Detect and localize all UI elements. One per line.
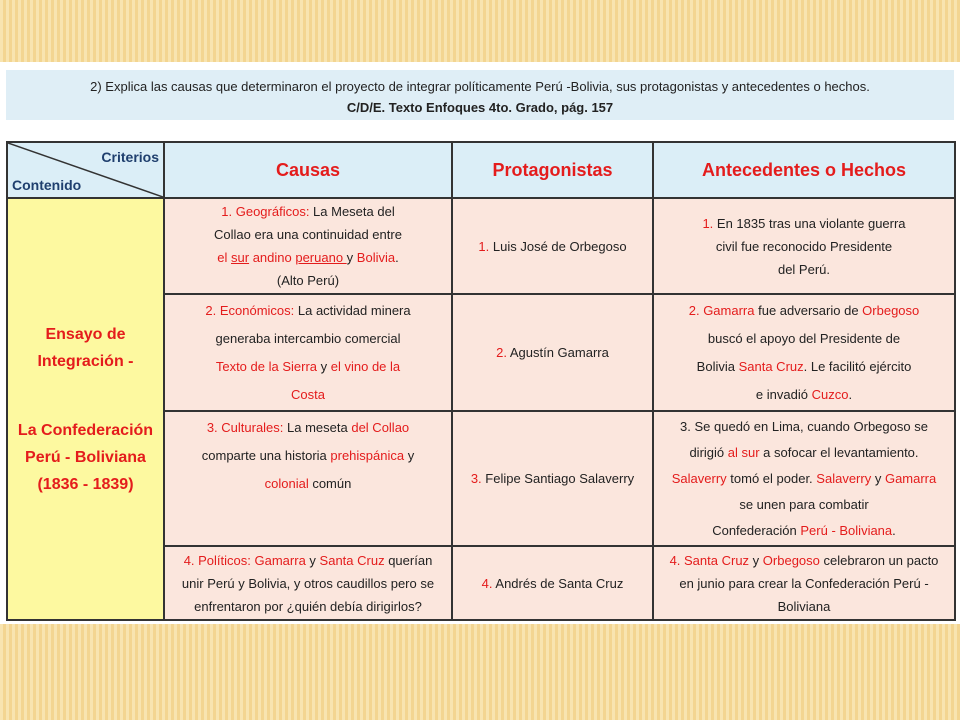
hecho-text: e invadió (755, 386, 812, 402)
hecho-cell-1 (653, 198, 955, 294)
causa-highlight: Santa Cruz (319, 552, 385, 568)
protagonista-name: Luis José de Orbegoso (489, 238, 627, 254)
hecho-number: 1. (702, 215, 714, 231)
causa-cell-4 (164, 546, 452, 620)
causa-text: Collao era una continuidad entre (214, 227, 402, 242)
causa-text: La Meseta del (309, 204, 395, 219)
hecho-highlight: 2. Gamarra (688, 302, 755, 318)
hecho-cell-3 (653, 411, 955, 546)
hecho-cell-4 (653, 546, 955, 620)
protagonista-name: Agustín Gamarra (506, 345, 609, 360)
content-line: (1836 - 1839) (37, 475, 134, 493)
content-cell (7, 198, 164, 620)
causa-highlight: prehispánica (330, 448, 405, 463)
causa-text: común (308, 476, 352, 491)
hecho-text: y (749, 552, 763, 568)
question-source: C/D/E. Texto Enfoques 4to. Grado, pág. 157 (346, 100, 614, 115)
causa-text: y (404, 448, 415, 463)
hecho-text: del Perú. (777, 261, 831, 277)
causa-highlight: Gamarra (254, 552, 306, 568)
hecho-highlight: Orbegoso (862, 302, 920, 318)
causa-text: enfrentaron por ¿quién debía dirigirlos? (194, 598, 422, 614)
hecho-text: Boliviana (777, 598, 831, 614)
table-header-row (7, 142, 955, 198)
hecho-text: en junio para crear la Confederación Perú - (679, 575, 929, 591)
hecho-highlight: Gamarra (884, 470, 937, 486)
causa-label: 2. Económicos: (205, 302, 295, 318)
causa-text: y (346, 250, 357, 265)
hecho-highlight: Salaverry (816, 470, 872, 486)
causa-cell-2 (164, 294, 452, 411)
hecho-text: . (848, 386, 853, 402)
hecho-text: dirigió (689, 444, 728, 460)
hecho-highlight: Perú - Boliviana (800, 522, 893, 538)
content-line: Integración - (37, 352, 134, 370)
content-line: Ensayo de (45, 325, 126, 343)
question-text: 2) Explica las causas que determinaron el proyecto de integrar políticamente Perú -Bolivia, sus protagonistas y antecedentes o hechos. (90, 79, 870, 94)
causa-text: La meseta (283, 420, 352, 435)
causa-text: unir Perú y Bolivia, y otros caudillos pero se (181, 575, 435, 591)
header-antecedentes: Antecedentes o Hechos (653, 142, 955, 198)
protagonista-number: 2. (496, 345, 507, 360)
hecho-highlight: Salaverry (671, 470, 727, 486)
causa-underlined: peruano (295, 250, 347, 265)
corner-header-cell (7, 142, 164, 198)
contenido-label: Contenido (12, 177, 82, 193)
hecho-text: En 1835 tras una violante guerra (713, 215, 906, 231)
hecho-text: civil fue reconocido Presidente (715, 238, 893, 254)
causa-highlight: colonial (264, 476, 309, 491)
causa-text: generaba intercambio comercial (215, 330, 401, 346)
causa-label: 1. Geográficos: (221, 204, 310, 219)
question-box (6, 70, 954, 120)
hecho-highlight: al sur (727, 444, 760, 460)
hecho-cell-2 (653, 294, 955, 411)
causa-text: La actividad minera (294, 302, 411, 318)
protagonista-cell-1 (452, 198, 653, 294)
decorative-bottom-band (0, 624, 960, 720)
causa-highlight: andino (249, 250, 296, 265)
causa-cell-3 (164, 411, 452, 546)
causa-highlight: Bolivia (356, 250, 396, 265)
hecho-text: y (871, 470, 885, 486)
causa-text: comparte una historia (201, 448, 331, 463)
table-row (7, 198, 955, 294)
causa-text: y (317, 358, 331, 374)
causa-text: y (305, 552, 320, 568)
header-causas: Causas (164, 142, 452, 198)
hecho-highlight: Orbegoso (762, 552, 820, 568)
content-line: La Confederación (17, 421, 154, 439)
hecho-text: . Le facilitó ejército (803, 358, 912, 374)
hecho-highlight: Santa Cruz (738, 358, 804, 374)
causa-text: (Alto Perú) (276, 273, 340, 288)
causa-label: 4. Políticos: (183, 552, 251, 568)
causa-highlight: Costa (291, 386, 325, 402)
content-line: Perú - Boliviana (25, 448, 146, 466)
protagonista-cell-4 (452, 546, 653, 620)
causa-highlight: el (217, 250, 232, 265)
criterios-label: Criterios (101, 149, 159, 165)
protagonista-cell-3 (452, 411, 653, 546)
hecho-text: a sofocar el levantamiento. (759, 444, 919, 460)
hecho-text: tomó el poder. (726, 470, 817, 486)
hecho-text: se unen para combatir (739, 496, 869, 512)
hecho-text: buscó el apoyo del Presidente de (707, 330, 901, 346)
hecho-text: Bolivia (696, 358, 739, 374)
causa-cell-1 (164, 198, 452, 294)
causa-label: 3. Culturales: (206, 420, 284, 435)
protagonista-number: 3. (470, 471, 482, 486)
causa-highlight: Texto de la Sierra (215, 358, 318, 374)
causa-highlight: del Collao (351, 420, 410, 435)
hecho-highlight: Cuzco (811, 386, 849, 402)
protagonista-name: Felipe Santiago Salaverry (481, 471, 635, 486)
hecho-highlight: 4. Santa Cruz (669, 552, 750, 568)
hecho-text: Confederación (712, 522, 801, 538)
hecho-text: 3. Se quedó en Lima, cuando Orbegoso se (680, 418, 928, 434)
comparison-table (6, 141, 956, 621)
header-protagonistas: Protagonistas (452, 142, 653, 198)
causa-text: querían (384, 552, 433, 568)
protagonista-name: Andrés de Santa Cruz (492, 575, 624, 591)
hecho-text: . (892, 522, 896, 538)
hecho-text: fue adversario de (754, 302, 863, 318)
causa-text: . (395, 250, 399, 265)
causa-highlight: el vino de la (330, 358, 401, 374)
causa-underlined: sur (231, 250, 250, 265)
protagonista-cell-2 (452, 294, 653, 411)
decorative-top-band (0, 0, 960, 62)
protagonista-number: 1. (478, 238, 490, 254)
hecho-text: celebraron un pacto (819, 552, 939, 568)
protagonista-number: 4. (481, 575, 493, 591)
